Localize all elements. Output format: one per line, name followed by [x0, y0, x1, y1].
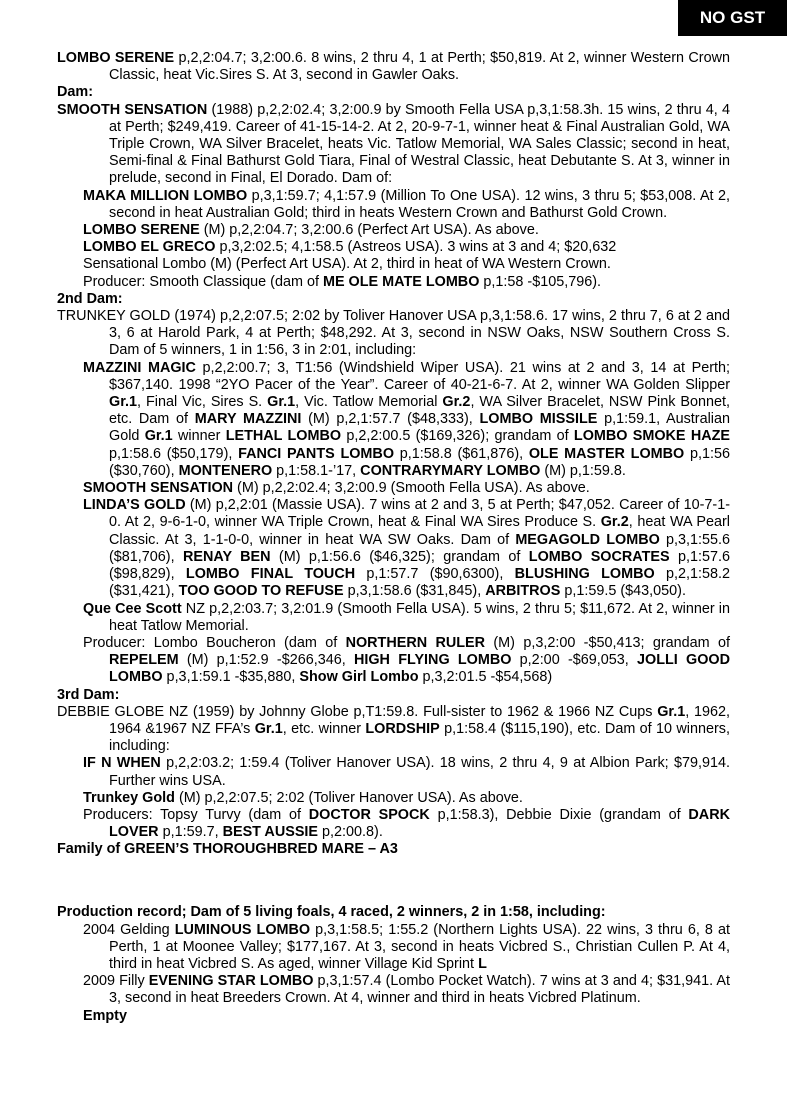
- text-run: , Vic. Tatlow Memorial: [295, 394, 443, 411]
- paragraph-mazzini-magic: [83, 360, 730, 480]
- paragraph-lombo-serene-2: [83, 222, 730, 239]
- paragraph-if-n-when: [83, 755, 730, 789]
- bold-run: RENAY BEN: [182, 548, 271, 565]
- text-run: p,1:57.7 ($90,6300),: [355, 566, 515, 583]
- paragraph-producer-1: [83, 274, 730, 291]
- bold-run: MARY MAZZINI: [194, 411, 302, 428]
- bold-run: Production record; Dam of 5 living foals, 4 raced, 2 winners, 2 in 1:58, including:: [57, 904, 606, 921]
- bold-run: LINDA’S GOLD: [83, 497, 186, 514]
- text-run: p,2,1:58.2 ($31,421),: [109, 566, 730, 600]
- text-run: (M) p,3,2:00 -$50,413; grandam of: [485, 634, 730, 651]
- text-run: p,1:56 ($30,760),: [109, 445, 731, 479]
- text-run: p,2:00.8).: [318, 824, 383, 841]
- paragraph-third-dam-heading: [57, 687, 730, 704]
- text-run: p,2:00 -$69,053,: [511, 652, 637, 669]
- bold-run: DARK LOVER: [109, 806, 730, 841]
- text-run: DEBBIE GLOBE NZ (1959) by Johnny Globe p,T1:59.8. Full-sister to 1962 & 1966 NZ Cups: [57, 703, 658, 720]
- text-run: (M) p,2,2:04.7; 3,2:00.6 (Perfect Art USA). As above.: [199, 222, 539, 239]
- bold-run: LOMBO SMOKE HAZE: [573, 428, 730, 445]
- bold-run: MAKA MILLION LOMBO: [83, 187, 248, 204]
- paragraph-lombo-serene: [57, 50, 730, 84]
- bold-run: Trunkey Gold: [83, 789, 175, 806]
- text-run: (M) p,2,2:07.5; 2:02 (Toliver Hanover USA). As above.: [174, 789, 523, 806]
- paragraph-evening-star-lombo: [83, 973, 730, 1007]
- bold-run: 3rd Dam:: [57, 686, 120, 703]
- bold-run: FANCI PANTS LOMBO: [238, 445, 395, 462]
- bold-run: Que Cee Scott: [83, 600, 182, 617]
- pedigree-document: [57, 50, 730, 1025]
- bold-run: LORDSHIP: [365, 720, 440, 737]
- text-run: p,3,1:59.7; 4,1:57.9 (Million To One USA). 12 wins, 3 thru 5; $53,008. At 2, second in heat Australian Gold; third in heats Western Crown and Bathurst Gold Crown.: [109, 187, 730, 221]
- bold-run: REPELEM: [109, 652, 179, 669]
- text-run: p,1:58.6 ($50,179),: [109, 445, 239, 462]
- text-run: winner: [172, 428, 226, 445]
- text-run: p,1:59.7,: [158, 824, 223, 841]
- paragraph-producers-3: [83, 807, 730, 841]
- bold-run: LOMBO SOCRATES: [528, 548, 670, 565]
- bold-run: SMOOTH SENSATION: [57, 101, 208, 118]
- text-run: 2009 Filly: [83, 973, 149, 990]
- bold-run: NORTHERN RULER: [345, 634, 486, 651]
- no-gst-badge: NO GST: [678, 0, 787, 36]
- text-run: , WA Silver Bracelet, NSW Pink Bonnet, etc. Dam of: [109, 394, 731, 428]
- text-run: , heat WA Pearl Classic. At 3, 1-1-0-0, winner in heat WA SW Oaks. Dam of: [109, 514, 730, 548]
- bold-run: Gr.1: [657, 703, 686, 720]
- bold-run: 2nd Dam:: [57, 290, 123, 307]
- bold-run: JOLLI GOOD LOMBO: [109, 652, 730, 686]
- paragraph-lombo-el-greco: [83, 239, 730, 256]
- text-run: p,3,1:58.6 ($31,845),: [343, 583, 486, 600]
- paragraph-producer-2: [83, 635, 730, 687]
- text-run: (M) p,1:52.9 -$266,346,: [178, 652, 354, 669]
- text-run: p,1:58.3), Debbie Dixie (grandam of: [429, 806, 689, 823]
- bold-run: LUMINOUS LOMBO: [174, 921, 311, 938]
- text-run: , 1962, 1964 &1967 NZ FFA’s: [109, 703, 730, 737]
- paragraph-empty: [83, 1008, 730, 1025]
- bold-run: LOMBO MISSILE: [479, 411, 598, 428]
- bold-run: TOO GOOD TO REFUSE: [178, 583, 344, 600]
- bold-run: LOMBO FINAL TOUCH: [185, 566, 356, 583]
- bold-run: Dam:: [57, 84, 93, 101]
- text-run: Producer: Lombo Boucheron (dam of: [83, 634, 346, 651]
- bold-run: MAZZINI MAGIC: [83, 359, 196, 376]
- text-run: p,3,1:57.4 (Lombo Pocket Watch). 7 wins at 3 and 4; $31,941. At 3, second in heat Breeders Crown. At 4, winner and third in heats Vicbred Platinum.: [109, 973, 730, 1007]
- paragraph-debbie-globe: [57, 704, 730, 756]
- bold-run: MEGAGOLD LOMBO: [515, 531, 660, 548]
- text-run: p,2,2:00.7; 3, T1:56 (Windshield Wiper USA). 21 wins at 2 and 3, 14 at Perth; $367,140. 1998 “2YO Pacer of the Year”. Career of 40-21-6-7. At 2, winner WA Golden Slipper: [109, 359, 731, 393]
- text-run: p,1:57.6 ($98,829),: [109, 548, 730, 583]
- paragraph-dam-heading: [57, 84, 730, 101]
- paragraph-lindas-gold: [83, 497, 730, 600]
- text-run: p,2,2:03.2; 1:59.4 (Toliver Hanover USA). 18 wins, 2 thru 4, 9 at Albion Park; $79,914. Further wins USA.: [109, 755, 730, 789]
- text-run: (M) p,2,1:57.7 ($48,333),: [301, 411, 480, 428]
- paragraph-luminous-lombo: [83, 922, 730, 974]
- bold-run: EVENING STAR LOMBO: [148, 973, 314, 990]
- bold-run: IF N WHEN: [83, 755, 161, 772]
- paragraph-trunkey-gold: [57, 308, 730, 360]
- paragraph-sensational-lombo: [83, 256, 730, 273]
- bold-run: BEST AUSSIE: [222, 824, 319, 841]
- text-run: p,1:58.1-’17,: [272, 462, 361, 479]
- text-run: p,1:59.1, Australian Gold: [109, 411, 730, 445]
- paragraph-second-dam-heading: [57, 291, 730, 308]
- text-run: p,3,1:59.1 -$35,880,: [162, 669, 300, 686]
- bold-run: Gr.1: [254, 720, 283, 737]
- paragraph-production-record: [57, 904, 730, 921]
- bold-run: LETHAL LOMBO: [225, 428, 342, 445]
- text-run: p,3,2:01.5 -$54,568): [418, 669, 553, 686]
- text-run: p,2,2:04.7; 3,2:00.6. 8 wins, 2 thru 4, 1 at Perth; $50,819. At 2, winner Western Crown Classic, heat Vic.Sires S. At 3, second in Gawler Oaks.: [109, 50, 731, 84]
- bold-run: ME OLE MATE LOMBO: [322, 273, 480, 290]
- bold-run: DOCTOR SPOCK: [308, 806, 430, 823]
- text-run: (M) p,2,2:02.4; 3,2:00.9 (Smooth Fella USA). As above.: [233, 480, 590, 497]
- paragraph-spacer: [57, 873, 730, 890]
- text-run: 2004 Gelding: [83, 921, 175, 938]
- text-run: p,3,2:02.5; 4,1:58.5 (Astreos USA). 3 wins at 3 and 4; $20,632: [215, 239, 617, 256]
- text-run: (1988) p,2,2:02.4; 3,2:00.9 by Smooth Fella USA p,3,1:58.3h. 15 wins, 2 thru 4, 4 at Perth; $249,419. Career of 41-15-14-2. At 2, 20-9-7-1, winner heat & Final Australian Gold, WA Triple Crown, WA Silver Bracelet, heats Vic. Tatlow Memorial, WA Sales Classic; second in heat, Semi-final & Final Bathurst Gold Tiara, Final of Westral Classic, heat Debutante S. At 3, winner in prelude, second in Final, El Dorado. Dam of:: [109, 101, 730, 187]
- bold-run: SMOOTH SENSATION: [83, 480, 234, 497]
- text-run: p,3,1:58.5; 1:55.2 (Northern Lights USA). 22 wins, 3 thru 6, 8 at Perth, 1 at Moonee Valley; $177,167. At 3, second in heats Vicbred S., Christian Cullen P. At 4, third in heat Vicbred S. As aged, winner Village Kid Sprint: [109, 921, 730, 972]
- bold-run: LOMBO SERENE: [83, 222, 200, 239]
- bold-run: Gr.2: [442, 394, 471, 411]
- text-run: (M) p,1:56.6 ($46,325); grandam of: [270, 548, 529, 565]
- bold-run: MONTENERO: [178, 462, 273, 479]
- paragraph-maka-million-lombo: [83, 188, 730, 222]
- text-run: TRUNKEY GOLD (1974) p,2,2:07.5; 2:02 by Toliver Hanover USA p,3,1:58.6. 17 wins, 2 thru 7, 6 at 2 and 3, 6 at Harold Park, 4 at Perth; $48,292. At 3, second in NSW Oaks, NSW Southern Cross S. Dam of 5 winners, 1 in 1:56, 3 in 2:01, including:: [57, 308, 730, 359]
- text-run: p,1:58 -$105,796).: [479, 273, 602, 290]
- bold-run: Family of GREEN’S THOROUGHBRED MARE – A3: [57, 841, 398, 858]
- bold-run: LOMBO SERENE: [57, 50, 175, 66]
- paragraph-smooth-sensation-2: [83, 480, 730, 497]
- bold-run: HIGH FLYING LOMBO: [353, 652, 512, 669]
- text-run: (M) p,2,2:01 (Massie USA). 7 wins at 2 and 3, 5 at Perth; $47,052. Career of 10-7-1-0. At 2, 9-6-1-0, winner WA Triple Crown, heat & Final WA Sires Produce S.: [109, 497, 730, 531]
- bold-run: Gr.1: [267, 394, 296, 411]
- text-run: Producer: Smooth Classique (dam of: [83, 273, 323, 290]
- text-run: p,1:58.8 ($61,876),: [394, 445, 529, 462]
- bold-run: Gr.1: [144, 428, 173, 445]
- bold-run: BLUSHING LOMBO: [514, 566, 655, 583]
- text-run: p,1:59.5 ($43,050).: [560, 583, 686, 600]
- text-run: p,2,2:00.5 ($169,326); grandam of: [341, 428, 574, 445]
- text-run: (M) p,1:59.8.: [540, 462, 626, 479]
- bold-run: LOMBO EL GRECO: [83, 239, 216, 256]
- bold-run: Empty: [83, 1007, 127, 1024]
- paragraph-family: [57, 841, 730, 858]
- bold-run: Gr.2: [600, 514, 629, 531]
- text-run: , etc. winner: [282, 720, 366, 737]
- bold-run: CONTRARYMARY LOMBO: [360, 462, 541, 479]
- bold-run: Show Girl Lombo: [299, 669, 419, 686]
- paragraph-smooth-sensation: [57, 102, 730, 188]
- bold-run: Gr.1: [109, 394, 138, 411]
- bold-run: L: [478, 955, 487, 972]
- text-run: p,1:58.4 ($115,190), etc. Dam of 10 winners, including:: [109, 720, 730, 755]
- text-run: NZ p,2,2:03.7; 3,2:01.9 (Smooth Fella USA). 5 wins, 2 thru 5; $11,672. At 2, winner in heat Tatlow Memorial.: [109, 600, 730, 634]
- text-run: , Final Vic, Sires S.: [137, 394, 268, 411]
- text-run: Sensational Lombo (M) (Perfect Art USA). At 2, third in heat of WA Western Crown.: [83, 256, 611, 273]
- bold-run: ARBITROS: [485, 583, 561, 600]
- paragraph-trunkey-gold-2: [83, 790, 730, 807]
- text-run: Producers: Topsy Turvy (dam of: [83, 806, 309, 823]
- text-run: p,3,1:55.6 ($81,706),: [109, 531, 730, 565]
- paragraph-que-cee-scott: [83, 601, 730, 635]
- bold-run: OLE MASTER LOMBO: [528, 445, 685, 462]
